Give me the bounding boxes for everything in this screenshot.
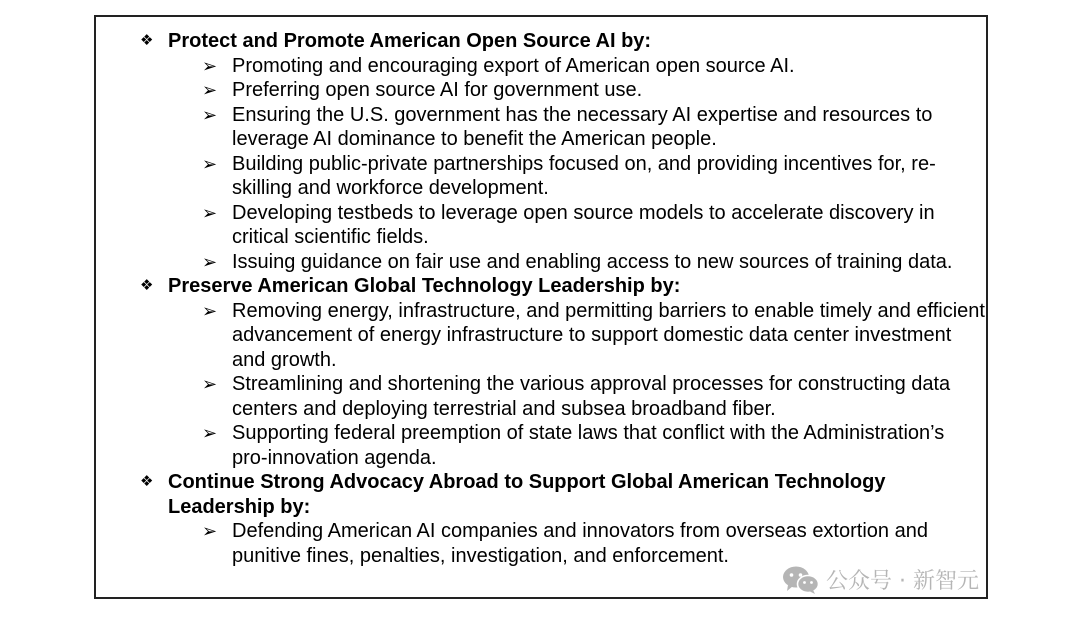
list-item (140, 78, 985, 103)
list-item-text: Defending American AI companies and innovators from overseas extortion and punitive fines, penalties, investigation, and enforcement. (232, 520, 928, 567)
arrow-bullet-icon: ➢ (202, 153, 218, 174)
diamond-bullet-icon: ❖ (140, 473, 154, 490)
list-item (140, 519, 985, 568)
list-item-text: Preferring open source AI for government use. (232, 79, 643, 101)
list-item-text: Developing testbeds to leverage open source models to accelerate discovery in critical scientific fields. (232, 201, 935, 248)
list-item (140, 54, 985, 79)
section-heading (140, 29, 985, 54)
list-item-text: Promoting and encouraging export of American open source AI. (232, 54, 795, 77)
section-heading-text: Continue Strong Advocacy Abroad to Support Global American Technology Leadership by: (168, 471, 886, 518)
arrow-bullet-icon: ➢ (202, 202, 218, 223)
arrow-bullet-icon: ➢ (202, 423, 218, 443)
arrow-bullet-icon: ➢ (202, 55, 218, 76)
list-item (140, 299, 985, 373)
arrow-bullet-icon: ➢ (202, 300, 218, 321)
list-item-text: Streamlining and shortening the various approval processes for constructing data centers and deploying terrestrial and subsea broadband fiber. (232, 373, 951, 420)
list-item-text: Issuing guidance on fair use and enabling access to new sources of training data. (232, 250, 953, 273)
section-heading (140, 274, 985, 299)
section-heading (140, 470, 985, 519)
diamond-bullet-icon: ❖ (140, 32, 154, 49)
list-item (140, 103, 985, 152)
list-item-text: Removing energy, infrastructure, and permitting barriers to enable timely and efficient advancement of energy infrastructure to support domestic data center investment and growth. (232, 299, 985, 371)
arrow-bullet-icon: ➢ (202, 80, 218, 100)
list-item (140, 201, 985, 250)
list-item (140, 152, 985, 201)
section-open-source (140, 29, 985, 274)
arrow-bullet-icon: ➢ (202, 104, 218, 125)
section-heading-text: Protect and Promote American Open Source AI by: (168, 30, 652, 52)
arrow-bullet-icon: ➢ (202, 374, 218, 394)
arrow-bullet-icon: ➢ (202, 251, 218, 272)
list-item-text: Ensuring the U.S. government has the necessary AI expertise and resources to leverage AI dominance to benefit the American people. (232, 103, 933, 150)
watermark-text: 公众号 · 新智元 (826, 569, 979, 594)
list-item-text: Building public-private partnerships focused on, and providing incentives for, re-skilling and workforce development. (232, 152, 936, 199)
item-list (140, 519, 985, 568)
list-item-text: Supporting federal preemption of state laws that conflict with the Administration’s pro-innovation agenda. (232, 422, 945, 469)
diamond-bullet-icon: ❖ (140, 277, 154, 294)
watermark (782, 564, 979, 595)
list-item (140, 250, 985, 275)
wechat-icon (782, 565, 820, 595)
item-list (140, 299, 985, 471)
item-list (140, 54, 985, 275)
section-advocacy-abroad (140, 470, 985, 568)
section-heading-text: Preserve American Global Technology Leadership by: (168, 275, 681, 297)
list-item (140, 372, 985, 421)
section-technology-leadership (140, 274, 985, 470)
list-item (140, 421, 985, 470)
document-box (94, 15, 988, 599)
section-list (140, 29, 985, 568)
arrow-bullet-icon: ➢ (202, 521, 218, 541)
